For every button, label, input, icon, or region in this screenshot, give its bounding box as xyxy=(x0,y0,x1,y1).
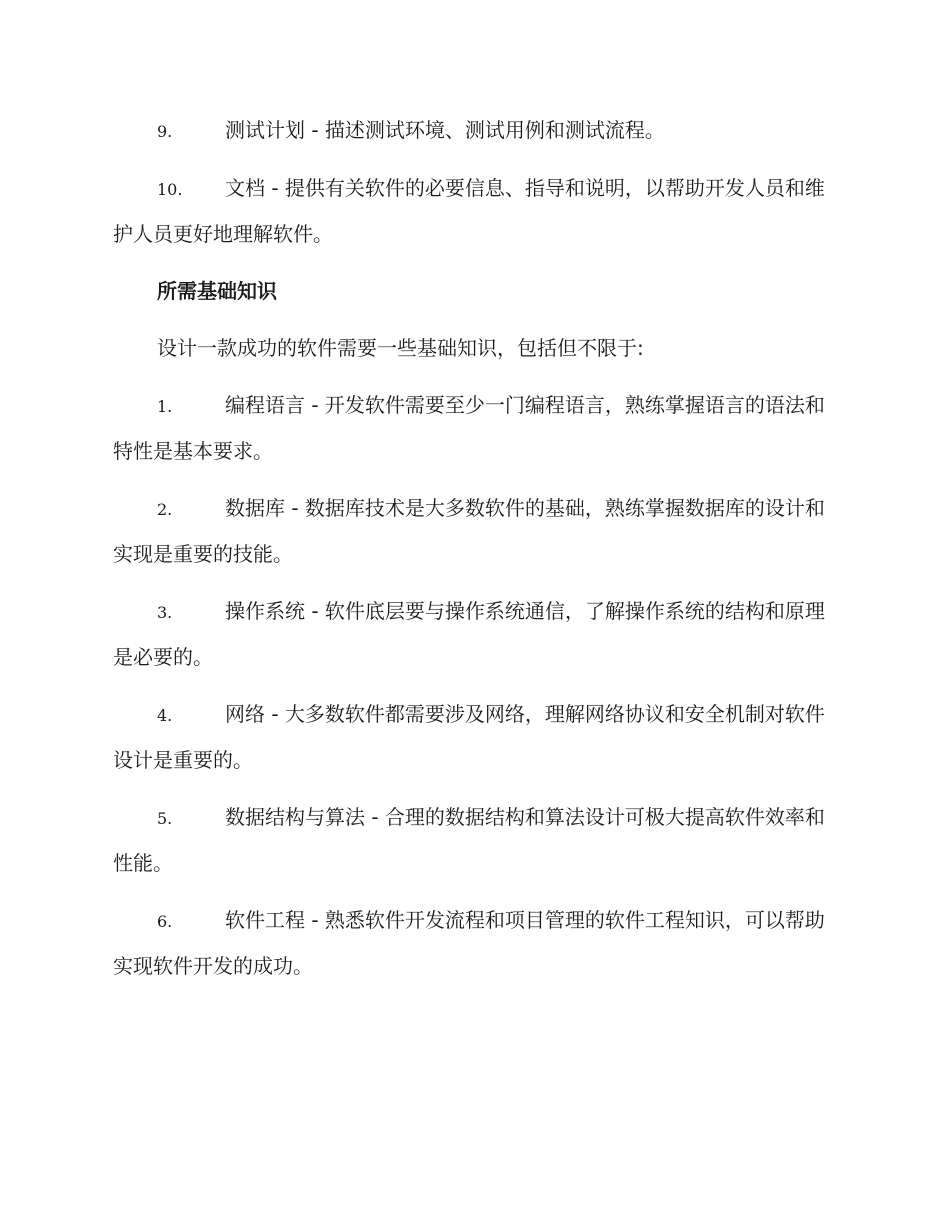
list-number: 3. xyxy=(157,603,173,622)
document-page xyxy=(113,108,829,1001)
list-item xyxy=(113,166,829,257)
list-text: 数据结构与算法 - 合理的数据结构和算法设计可极大提高软件效率和性能。 xyxy=(113,805,825,875)
list-number: 1. xyxy=(157,397,173,416)
list-number: 4. xyxy=(157,706,173,725)
list-text: 测试计划 - 描述测试环境、测试用例和测试流程。 xyxy=(225,118,665,142)
list-number: 6. xyxy=(157,912,173,931)
list-text: 软件工程 - 熟悉软件开发流程和项目管理的软件工程知识，可以帮助实现软件开发的成功。 xyxy=(113,908,825,978)
list-item xyxy=(113,383,829,474)
list-text: 操作系统 - 软件底层要与操作系统通信，了解操作系统的结构和原理是必要的。 xyxy=(113,599,825,669)
list-text: 编程语言 - 开发软件需要至少一门编程语言，熟练掌握语言的语法和特性是基本要求。 xyxy=(113,393,825,463)
list-item xyxy=(113,795,829,886)
list-item xyxy=(113,692,829,783)
list-text: 文档 - 提供有关软件的必要信息、指导和说明，以帮助开发人员和维护人员更好地理解软件。 xyxy=(113,176,825,246)
list-text: 网络 - 大多数软件都需要涉及网络，理解网络协议和安全机制对软件设计是重要的。 xyxy=(113,702,825,772)
list-item xyxy=(113,589,829,680)
list-number: 10. xyxy=(157,180,183,199)
list-item xyxy=(113,108,829,154)
list-text: 数据库 - 数据库技术是大多数软件的基础，熟练掌握数据库的设计和实现是重要的技能。 xyxy=(113,496,825,566)
list-number: 9. xyxy=(157,122,173,141)
list-item xyxy=(113,486,829,577)
list-number: 5. xyxy=(157,809,173,828)
list-item xyxy=(113,898,829,989)
section-heading: 所需基础知识 xyxy=(157,279,277,303)
section-intro: 设计一款成功的软件需要一些基础知识，包括但不限于: xyxy=(157,336,644,360)
list-number: 2. xyxy=(157,500,173,519)
